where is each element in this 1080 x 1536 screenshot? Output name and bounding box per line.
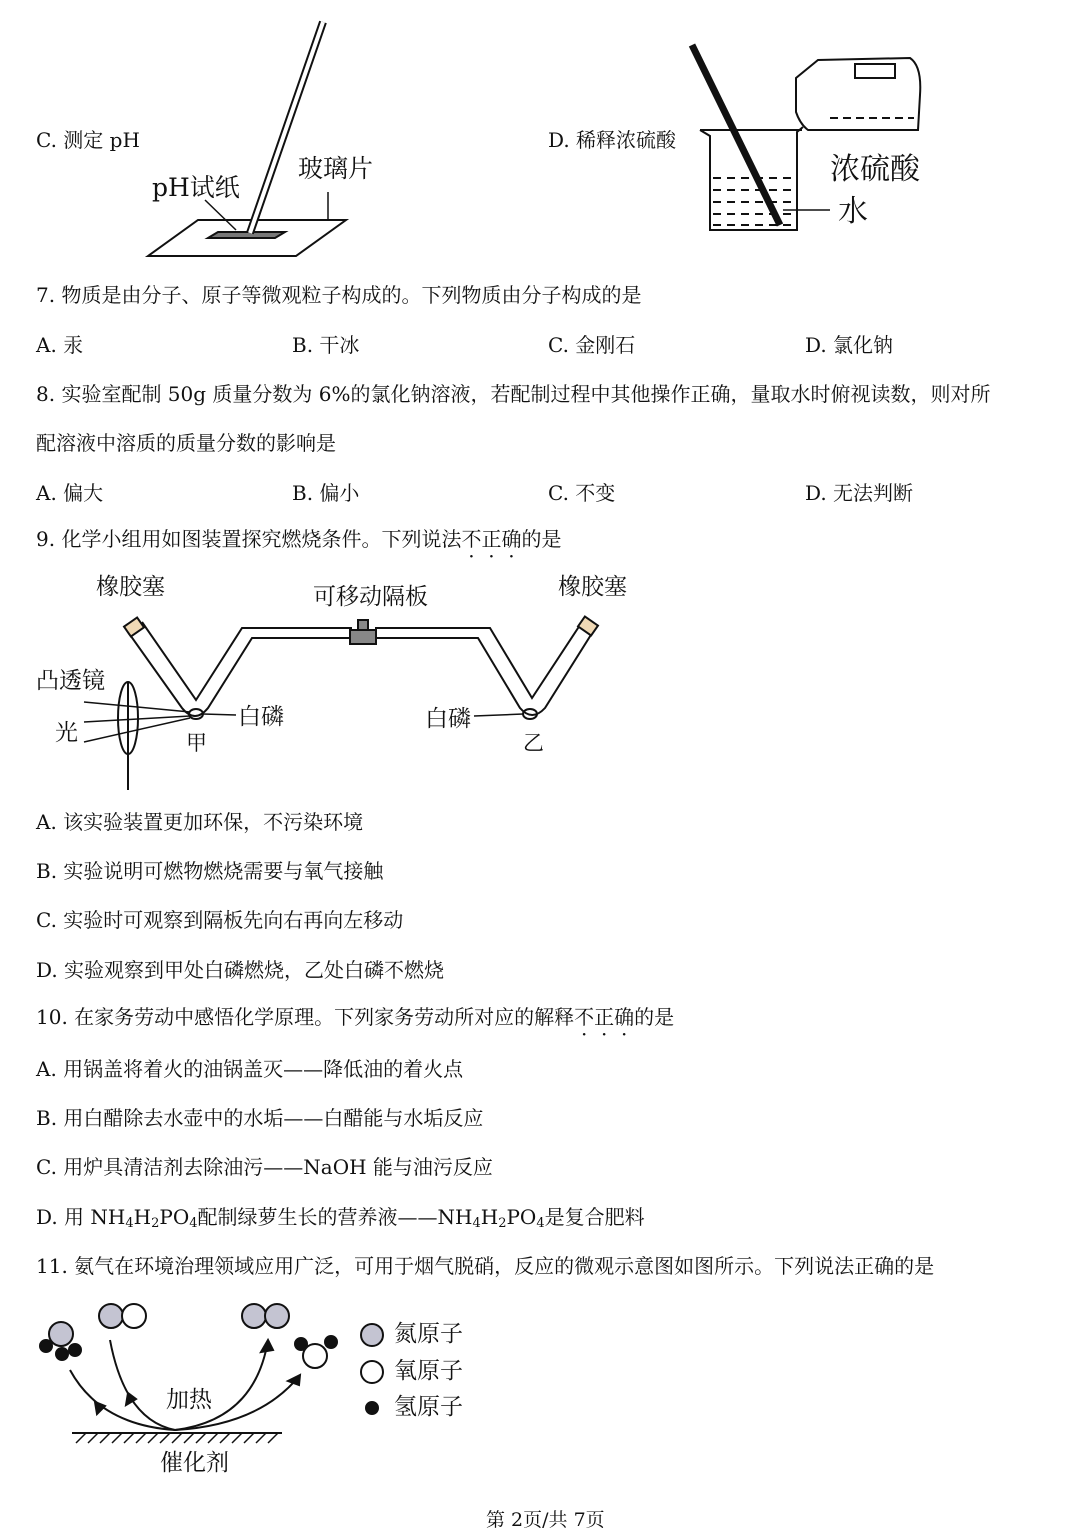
q10-d-text-7: 是复合肥料 — [544, 1205, 645, 1229]
legend-hydrogen-icon — [366, 1402, 378, 1414]
q7-option-b: B. 干冰 — [292, 333, 360, 357]
q10-d-text-4: 配制绿萝生长的营养液——NH — [197, 1205, 473, 1229]
phosphorus-right-label: 白磷 — [425, 706, 471, 732]
ph-paper — [208, 232, 285, 238]
q10-option-b: B. 用白醋除去水壶中的水垢——白醋能与水垢反应 — [36, 1106, 484, 1130]
q10-stem-pre: 10. 在家务劳动中感悟化学原理。下列家务劳动所对应的解释 — [36, 1005, 575, 1029]
acid-label: 浓硫酸 — [830, 152, 920, 187]
reaction-arrows — [70, 1340, 300, 1430]
page-footer: 第 2页/共 7页 — [486, 1509, 605, 1531]
glass-slide-label: 玻璃片 — [298, 154, 374, 183]
stirring-rod — [692, 45, 780, 225]
dilution-figure — [692, 45, 920, 230]
reaction-diagram — [40, 1304, 383, 1443]
q8-stem-line1: 8. 实验室配制 50g 质量分数为 6%的氯化钠溶液，若配制过程中其他操作正确，量取水时俯视读数，则对所 — [36, 382, 991, 406]
q10-d-text-3: PO — [159, 1205, 190, 1229]
q7-option-a: A. 汞 — [36, 333, 84, 357]
q9-option-a: A. 该实验装置更加环保，不污染环境 — [36, 810, 364, 834]
heat-label: 加热 — [166, 1387, 212, 1413]
q10-d-text-5: H — [480, 1205, 499, 1229]
q7-option-c: C. 金刚石 — [548, 333, 636, 357]
q6-option-c: C. 测定 pH — [36, 128, 140, 152]
rubber-stopper-right — [578, 616, 598, 635]
rubber-stopper-left-label: 橡胶塞 — [96, 574, 165, 600]
legend-nitrogen-label: 氮原子 — [394, 1321, 463, 1347]
catalyst-label: 催化剂 — [160, 1450, 229, 1476]
q9-option-b: B. 实验说明可燃物燃烧需要与氧气接触 — [36, 859, 384, 883]
q10-option-c: C. 用炉具清洁剂去除油污——NaOH 能与油污反应 — [36, 1155, 493, 1179]
subscript: 4 — [125, 1216, 134, 1231]
q9-emphasis-2: 正 — [481, 527, 502, 551]
q10-d-text-1: D. 用 NH — [36, 1205, 126, 1229]
yi-label: 乙 — [523, 731, 544, 755]
q10-emphasis-2: 正 — [594, 1005, 615, 1029]
nitrogen-atom — [49, 1322, 73, 1346]
water-dashes — [713, 178, 794, 225]
q8-option-c: C. 不变 — [548, 481, 616, 505]
legend-hydrogen-label: 氢原子 — [394, 1394, 463, 1420]
q10-d-text-2: H — [133, 1205, 152, 1229]
q10-option-d — [36, 1207, 645, 1230]
q10-emphasis-3: 确 — [614, 1005, 635, 1029]
light-label: 光 — [55, 720, 78, 746]
q9-emphasis-3: 确 — [501, 527, 522, 551]
subscript: 4 — [536, 1216, 545, 1231]
q9-stem-pre: 9. 化学小组用如图装置探究燃烧条件。下列说法 — [36, 527, 462, 551]
water-label: 水 — [838, 194, 868, 229]
q9-option-c: C. 实验时可观察到隔板先向右再向左移动 — [36, 908, 404, 932]
ph-paper-leader — [205, 200, 236, 230]
legend-oxygen-label: 氧原子 — [394, 1358, 463, 1384]
q8-option-a: A. 偏大 — [36, 481, 104, 505]
q8-stem-line2: 配溶液中溶质的质量分数的影响是 — [36, 431, 336, 455]
legend-nitrogen-icon — [361, 1324, 383, 1346]
partition-label: 可移动隔板 — [313, 584, 428, 610]
q10-stem-post: 的是 — [634, 1005, 675, 1029]
subscript: 4 — [472, 1216, 481, 1231]
rubber-stopper-right-label: 橡胶塞 — [558, 574, 627, 600]
legend-oxygen-icon — [361, 1361, 383, 1383]
movable-partition — [350, 630, 376, 644]
q9-stem-post: 的是 — [521, 527, 562, 551]
combustion-apparatus — [84, 616, 598, 790]
rubber-stopper-left — [124, 617, 144, 636]
q10-emphasis-1: 不 — [574, 1005, 595, 1029]
glass-rod — [250, 22, 323, 233]
lens-label: 凸透镜 — [36, 668, 105, 694]
q9-stem — [36, 529, 561, 549]
subscript: 4 — [189, 1216, 198, 1231]
catalyst-hatch — [76, 1433, 278, 1443]
q6-option-d: D. 稀释浓硫酸 — [548, 128, 677, 152]
q7-option-d: D. 氯化钠 — [805, 333, 894, 357]
ph-test-figure — [148, 22, 346, 256]
acid-bottle — [796, 58, 920, 130]
q8-option-d: D. 无法判断 — [805, 481, 914, 505]
q9-option-d: D. 实验观察到甲处白磷燃烧，乙处白磷不燃烧 — [36, 958, 445, 982]
subscript: 2 — [498, 1216, 507, 1231]
q10-option-a: A. 用锅盖将着火的油锅盖灭——降低油的着火点 — [36, 1057, 464, 1081]
q7-stem: 7. 物质是由分子、原子等微观粒子构成的。下列物质由分子构成的是 — [36, 283, 642, 307]
q10-d-text-6: PO — [506, 1205, 537, 1229]
q11-stem: 11. 氨气在环境治理领域应用广泛，可用于烟气脱硝，反应的微观示意图如图所示。下列说法正确的是 — [36, 1254, 935, 1278]
q9-emphasis-1: 不 — [461, 527, 482, 551]
ph-paper-label: pH试纸 — [152, 173, 240, 202]
q10-stem — [36, 1007, 674, 1027]
subscript: 2 — [151, 1216, 160, 1231]
phosphorus-left-label: 白磷 — [238, 704, 284, 730]
q8-option-b: B. 偏小 — [292, 481, 360, 505]
jia-label: 甲 — [186, 731, 207, 755]
bottle-label — [855, 64, 895, 78]
